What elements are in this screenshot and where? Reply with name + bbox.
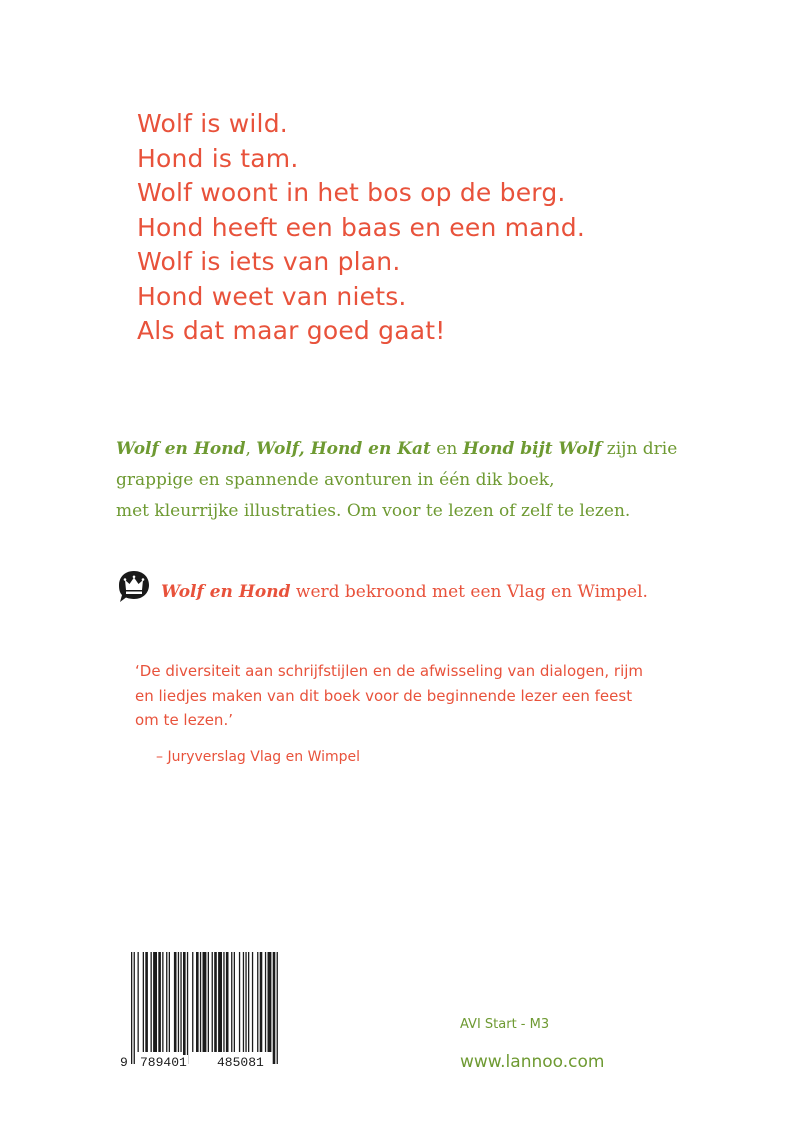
barcode-bar (180, 952, 181, 1052)
barcode-bar (187, 952, 188, 1064)
isbn-right-group: 485081 (217, 1055, 264, 1070)
barcode-bar (234, 952, 235, 1052)
intro-line: Wolf is wild. (137, 109, 288, 138)
barcode-bar (218, 952, 222, 1052)
barcode-bar (131, 952, 132, 1064)
barcode-bar (226, 952, 229, 1052)
blurb-separator: , (245, 439, 257, 459)
barcode-bar (214, 952, 217, 1052)
quote-line: ‘De diversiteit aan schrijfstijlen en de afwisseling van dialogen, rijm (135, 662, 644, 680)
book-blurb (116, 434, 716, 527)
jury-quote (135, 659, 735, 733)
barcode-bar (231, 952, 232, 1052)
barcode-bar (158, 952, 161, 1052)
barcode-bar (196, 952, 199, 1052)
avi-level: AVI Start - M3 (460, 1017, 550, 1032)
barcode-bar (203, 952, 207, 1052)
barcode-bar (192, 952, 193, 1052)
intro-line: Hond weet van niets. (137, 281, 407, 311)
barcode-bar (212, 952, 213, 1052)
barcode-bar (268, 952, 272, 1052)
award-text (161, 582, 648, 602)
title-wolf-en-hond: Wolf en Hond (116, 439, 246, 459)
barcode-bar (153, 952, 157, 1052)
blurb-text: zijn drie (601, 439, 678, 459)
blurb-line-3: met kleurrijke illustraties. Om voor te lezen of zelf te lezen. (116, 501, 631, 521)
blurb-separator: en (430, 439, 463, 459)
barcode-bar (145, 952, 148, 1052)
isbn-left-group: 789401 (140, 1055, 187, 1070)
barcode-bar (169, 952, 170, 1052)
barcode-bar (265, 952, 266, 1052)
barcode-bar (248, 952, 249, 1052)
quote-line: om te lezen.’ (135, 711, 233, 729)
barcode-bar (178, 952, 179, 1052)
barcode-bar (252, 952, 253, 1052)
blurb-line-1 (116, 434, 716, 465)
intro-line: Wolf is iets van plan. (137, 247, 401, 276)
barcode-bar (260, 952, 263, 1052)
barcode-bar (174, 952, 177, 1052)
barcode-bar (183, 952, 186, 1064)
crown-icon (116, 569, 152, 605)
intro-line: Wolf woont in het bos op de berg. (137, 178, 566, 207)
barcode-bar (243, 952, 244, 1052)
quote-line: en liedjes maken van dit boek voor de beginnende lezer een feest (135, 686, 633, 705)
award-description: werd bekroond met een Vlag en Wimpel. (290, 582, 648, 602)
barcode-bar (143, 952, 144, 1052)
intro-line: Hond heeft een baas en een mand. (137, 212, 585, 242)
award-title: Wolf en Hond (161, 582, 291, 602)
publisher-website[interactable]: www.lannoo.com (460, 1052, 605, 1072)
barcode-bar (166, 952, 167, 1052)
award-note (116, 569, 736, 615)
quote-source: – Juryverslag Vlag en Wimpel (156, 749, 361, 765)
barcode-bar (200, 952, 201, 1052)
title-wolf-hond-en-kat: Wolf, Hond en Kat (256, 439, 431, 459)
blurb-line-2: grappige en spannende avonturen in één dik boek, (116, 470, 555, 490)
barcode-bar (277, 952, 278, 1064)
barcode-bar (245, 952, 246, 1052)
barcode-bar (223, 952, 224, 1052)
intro-text (137, 107, 757, 349)
isbn-first-digit: 9 (120, 1055, 128, 1070)
barcode-bar (208, 952, 209, 1052)
barcode-bar (239, 952, 240, 1052)
barcode-bars (117, 952, 280, 1064)
barcode-bar (151, 952, 152, 1052)
intro-line: Hond is tam. (137, 143, 299, 173)
barcode-bar (273, 952, 276, 1064)
barcode-bar (134, 952, 135, 1064)
isbn-barcode (117, 952, 280, 1077)
barcode-bar (162, 952, 163, 1052)
title-hond-bijt-wolf: Hond bijt Wolf (462, 439, 602, 459)
barcode-bar (138, 952, 139, 1052)
intro-line: Als dat maar goed gaat! (137, 316, 446, 345)
barcode-bar (257, 952, 258, 1052)
